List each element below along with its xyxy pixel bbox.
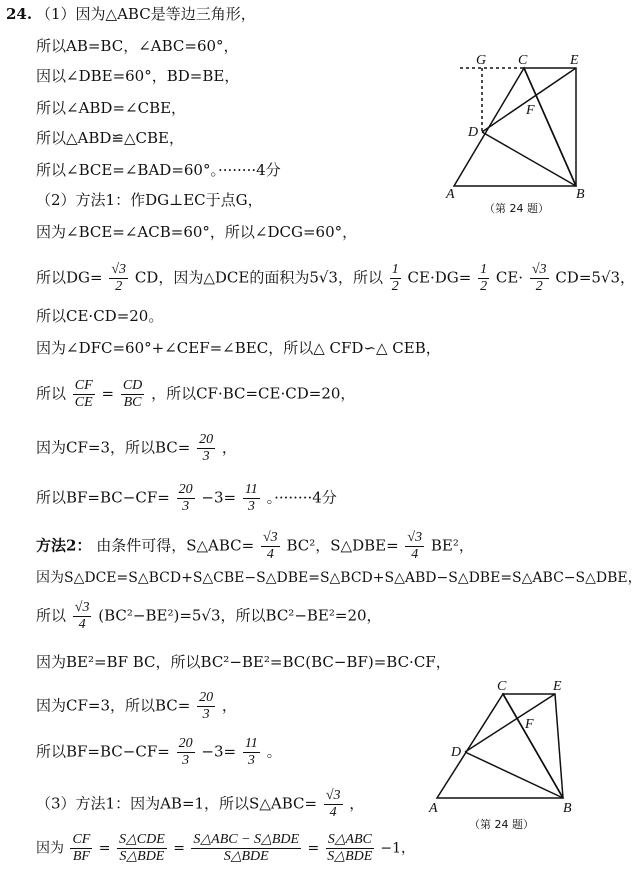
text-line-fraction: 所以BF=BC−CF= $\frac{20}{3}$ −3= $\frac{11}{3}$ 。········4分 — [36, 482, 337, 514]
segment-de — [465, 694, 555, 752]
text-line: （1）因为△ABC是等边三角形， — [36, 5, 256, 23]
point-label: A — [446, 187, 455, 202]
point-label: C — [497, 679, 507, 694]
segment-db — [465, 752, 563, 798]
fraction: $\frac{√3}{4}$ — [263, 530, 278, 562]
point-label: B — [576, 187, 585, 202]
text-line: 所以CE·CD=20。 — [36, 307, 164, 325]
text-line-fraction: 因为CF=3，所以BC= $\frac{20}{3}$ ， — [36, 432, 237, 464]
text-line: （2）方法1：作DG⊥EC于点G， — [36, 191, 263, 209]
fraction: $\frac{√3}{4}$ — [407, 530, 423, 562]
geometry-figure-1 — [440, 52, 610, 222]
fraction: $\frac{20}{3}$ — [199, 432, 214, 464]
point-label: F — [525, 717, 534, 732]
point-label: F — [526, 103, 535, 118]
text-line: 所以∠ABD=∠CBE， — [36, 99, 187, 117]
point-label: G — [476, 53, 487, 68]
geometry-figure-2 — [425, 676, 595, 836]
text-line-fraction: 因为CF=3，所以BC= $\frac{20}{3}$ ， — [36, 690, 237, 722]
fraction: $\frac{CF}{BF}$ — [72, 832, 91, 864]
text-line-fraction: 所以 $\frac{CF}{CE}$ = $\frac{CD}{BC}$ ，所以CF·BC=CE·CD=20， — [36, 378, 356, 410]
fraction: $\frac{11}{3}$ — [244, 482, 258, 514]
segment-db — [482, 132, 576, 186]
text-line: 因为S△DCE=S△BCD+S△CBE−S△DBE=S△BCD+S△ABD−S△DBE=S△ABC−S△DBE， — [36, 570, 642, 586]
figure-caption: （第 24 题） — [484, 202, 549, 215]
fraction: $\frac{√3}{2}$ — [531, 262, 547, 294]
fraction: $\frac{√3}{2}$ — [111, 262, 127, 294]
problem-number: 24. — [6, 5, 33, 23]
point-label: C — [518, 53, 528, 68]
fraction: $\frac{11}{3}$ — [244, 736, 258, 768]
fraction: $\frac{CF}{CE}$ — [74, 378, 93, 410]
point-label: D — [468, 125, 479, 140]
fraction: $\frac{1}{2}$ — [391, 262, 399, 294]
segment-cb — [503, 694, 563, 798]
fraction: $\frac{20}{3}$ — [199, 690, 214, 722]
text-line: 因以∠DBE=60°，BD=BE， — [36, 67, 240, 85]
text-line: 所以△ABD≌△CBE， — [36, 129, 184, 147]
text-line: 因为∠DFC=60°+∠CEF=∠BEC，所以△ CFD∽△ CEB， — [36, 339, 441, 357]
point-label: E — [553, 679, 562, 694]
point-label: D — [451, 745, 462, 760]
text-line: 因为∠BCE=∠ACB=60°，所以∠DCG=60°， — [36, 223, 358, 241]
fraction: $\frac{CD}{BC}$ — [122, 378, 143, 410]
text-line-fraction: 方法2： 由条件可得，S△ABC= $\frac{√3}{4}$ BC²，S△DBE= $\frac{√3}{4}$ BE²， — [36, 530, 474, 562]
fraction: $\frac{20}{3}$ — [178, 736, 193, 768]
fraction: $\frac{\text{S△ABC}}{\text{S△BDE}}$ — [327, 832, 373, 864]
text-line-fraction: 因为 $\frac{CF}{BF}$ = $\frac{\text{S△CDE}}{\text{S△BDE}}$ = $\frac{\text{S△ABC − S△BDE}}{\text{S△BDE}}$ = $\frac{\text{S△ABC}}{\text{S△BDE}}$ −1， — [36, 832, 415, 864]
text-line-fraction: 所以DG= $\frac{√3}{2}$ CD，因为△DCE的面积为5√3，所以 $\frac{1}{2}$ CE·DG= $\frac{1}{2}$ CE· $\frac{√3}{2}$ CD=5√3， — [36, 262, 636, 294]
text-line: 所以∠BCE=∠BAD=60°。········4分 — [36, 161, 281, 179]
fraction: $\frac{\text{S△CDE}}{\text{S△BDE}}$ — [118, 832, 165, 864]
fraction: $\frac{\text{S△ABC − S△BDE}}{\text{S△BDE}}$ — [193, 832, 300, 864]
fraction: $\frac{√3}{4}$ — [325, 788, 341, 820]
fraction: $\frac{1}{2}$ — [480, 262, 488, 294]
point-label: B — [563, 801, 572, 816]
point-label: A — [429, 801, 438, 816]
text-line: 因为BE²=BF BC，所以BC²−BE²=BC(BC−BF)=BC·CF， — [36, 653, 451, 671]
text-line-fraction: 所以BF=BC−CF= $\frac{20}{3}$ −3= $\frac{11}{3}$ 。 — [36, 736, 282, 768]
point-label: E — [570, 53, 579, 68]
fraction: $\frac{√3}{4}$ — [74, 600, 90, 632]
figure-caption: （第 24 题） — [469, 818, 534, 831]
text-line-fraction: 所以 $\frac{√3}{4}$ (BC²−BE²)=5√3，所以BC²−BE²=20， — [36, 600, 382, 632]
text-line: 所以AB=BC，∠ABC=60°， — [36, 37, 239, 55]
text-line-fraction: （3）方法1：因为AB=1，所以S△ABC= $\frac{√3}{4}$ ， — [36, 788, 365, 820]
fraction: $\frac{20}{3}$ — [178, 482, 193, 514]
